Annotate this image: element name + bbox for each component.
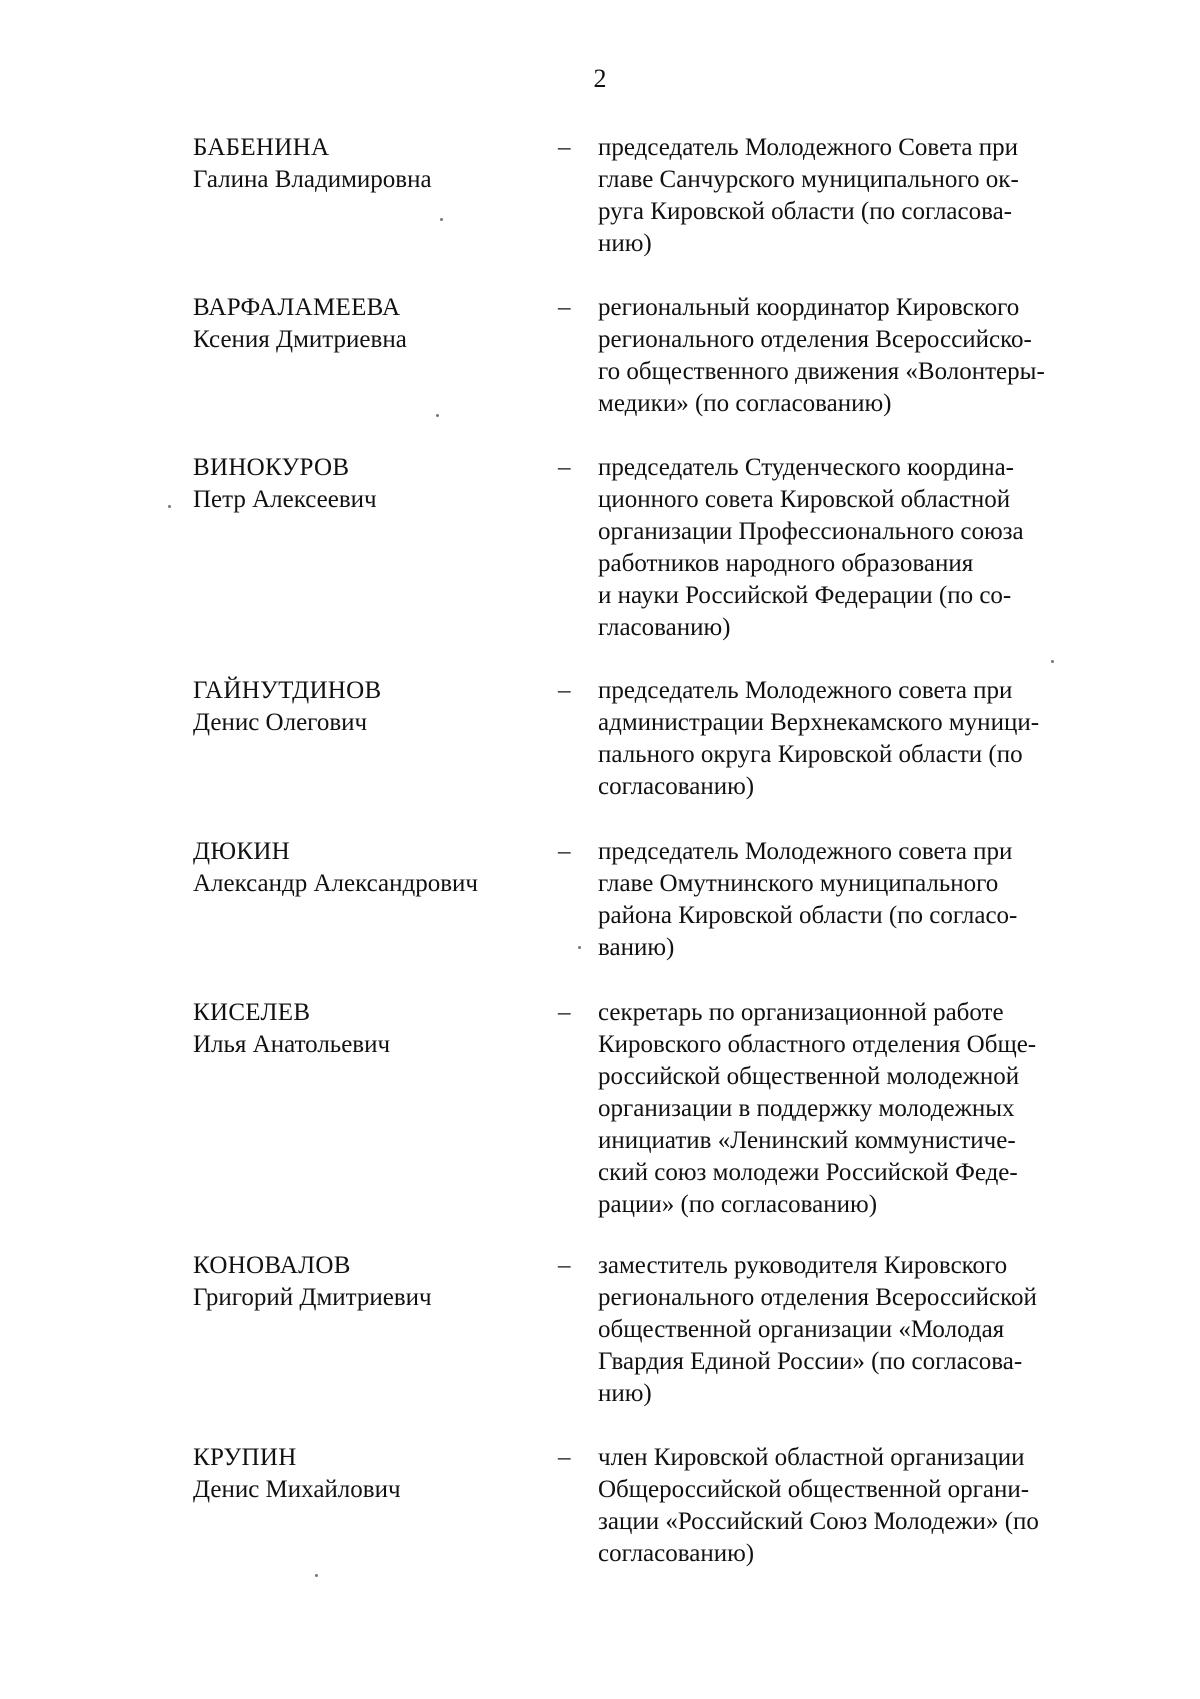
member-given-names: Ксения Дмитриевна bbox=[193, 326, 407, 353]
scan-speck bbox=[315, 1574, 318, 1577]
member-given-names: Денис Михайлович bbox=[193, 1476, 401, 1503]
scan-speck bbox=[578, 946, 581, 949]
member-given-names: Александр Александрович bbox=[193, 870, 478, 897]
member-position: председатель Студенческого координа- ционного совета Кировской областной организации Профессионального союза работников народного образования и науки Российской Федерации (по со- гласованию) bbox=[598, 454, 1024, 641]
member-name bbox=[193, 292, 533, 356]
member-surname: БАБЕНИНА bbox=[193, 134, 330, 161]
member-position: председатель Молодежного совета при главе Омутнинского муниципального района Кировской области (по согласо- ванию) bbox=[598, 838, 1018, 961]
member-name bbox=[193, 452, 533, 516]
member-given-names: Денис Олегович bbox=[193, 709, 368, 736]
member-surname: ВАРФАЛАМЕЕВА bbox=[193, 294, 401, 321]
member-surname: КИСЕЛЕВ bbox=[193, 999, 311, 1026]
member-position: председатель Молодежного Совета при главе Санчурского муниципального ок- руга Кировской области (по согласова- нию) bbox=[598, 134, 1019, 257]
entry-dash: – bbox=[558, 294, 571, 321]
member-position: секретарь по организационной работе Кировского областного отделения Обще- российской общественной молодежной организации в поддержку молодежных инициатив «Ленинский коммунистиче- ский союз молодежи Российской Феде- рации» (по согласованию) bbox=[598, 999, 1037, 1218]
member-position: заместитель руководителя Кировского регионального отделения Всероссийской общественной организации «Молодая Гвардия Единой России» (по согласова- нию) bbox=[598, 1252, 1037, 1407]
member-name bbox=[193, 675, 533, 739]
member-position: член Кировской областной организации Общероссийской общественной органи- зации «Российский Союз Молодежи» (по согласованию) bbox=[598, 1444, 1039, 1567]
member-name bbox=[193, 1442, 533, 1506]
scan-speck bbox=[168, 505, 171, 508]
entry-dash: – bbox=[558, 1444, 571, 1471]
member-given-names: Григорий Дмитриевич bbox=[193, 1284, 432, 1311]
member-name bbox=[193, 132, 533, 196]
entry-dash: – bbox=[558, 1252, 571, 1279]
entry-dash: – bbox=[558, 838, 571, 865]
member-name bbox=[193, 997, 533, 1061]
member-surname: КОНОВАЛОВ bbox=[193, 1252, 351, 1279]
member-surname: КРУПИН bbox=[193, 1444, 297, 1471]
entry-dash: – bbox=[558, 999, 571, 1026]
member-surname: ДЮКИН bbox=[193, 838, 291, 865]
member-given-names: Илья Анатольевич bbox=[193, 1031, 391, 1058]
member-name bbox=[193, 1250, 533, 1314]
member-name bbox=[193, 836, 533, 900]
scan-speck bbox=[1051, 660, 1054, 663]
scan-speck bbox=[440, 218, 443, 221]
member-given-names: Галина Владимировна bbox=[193, 166, 432, 193]
entry-dash: – bbox=[558, 454, 571, 481]
member-given-names: Петр Алексеевич bbox=[193, 486, 377, 513]
member-position: председатель Молодежного совета при администрации Верхнекамского муници- пального округа Кировской области (по согласованию) bbox=[598, 677, 1040, 800]
scan-speck bbox=[436, 414, 439, 417]
member-position: региональный координатор Кировского регионального отделения Всероссийско- го общественного движения «Волонтеры- медики» (по согласованию) bbox=[598, 294, 1045, 417]
entry-dash: – bbox=[558, 134, 571, 161]
page-number: 2 bbox=[593, 64, 607, 93]
entry-dash: – bbox=[558, 677, 571, 704]
member-surname: ВИНОКУРОВ bbox=[193, 454, 350, 481]
member-surname: ГАЙНУТДИНОВ bbox=[193, 677, 382, 704]
